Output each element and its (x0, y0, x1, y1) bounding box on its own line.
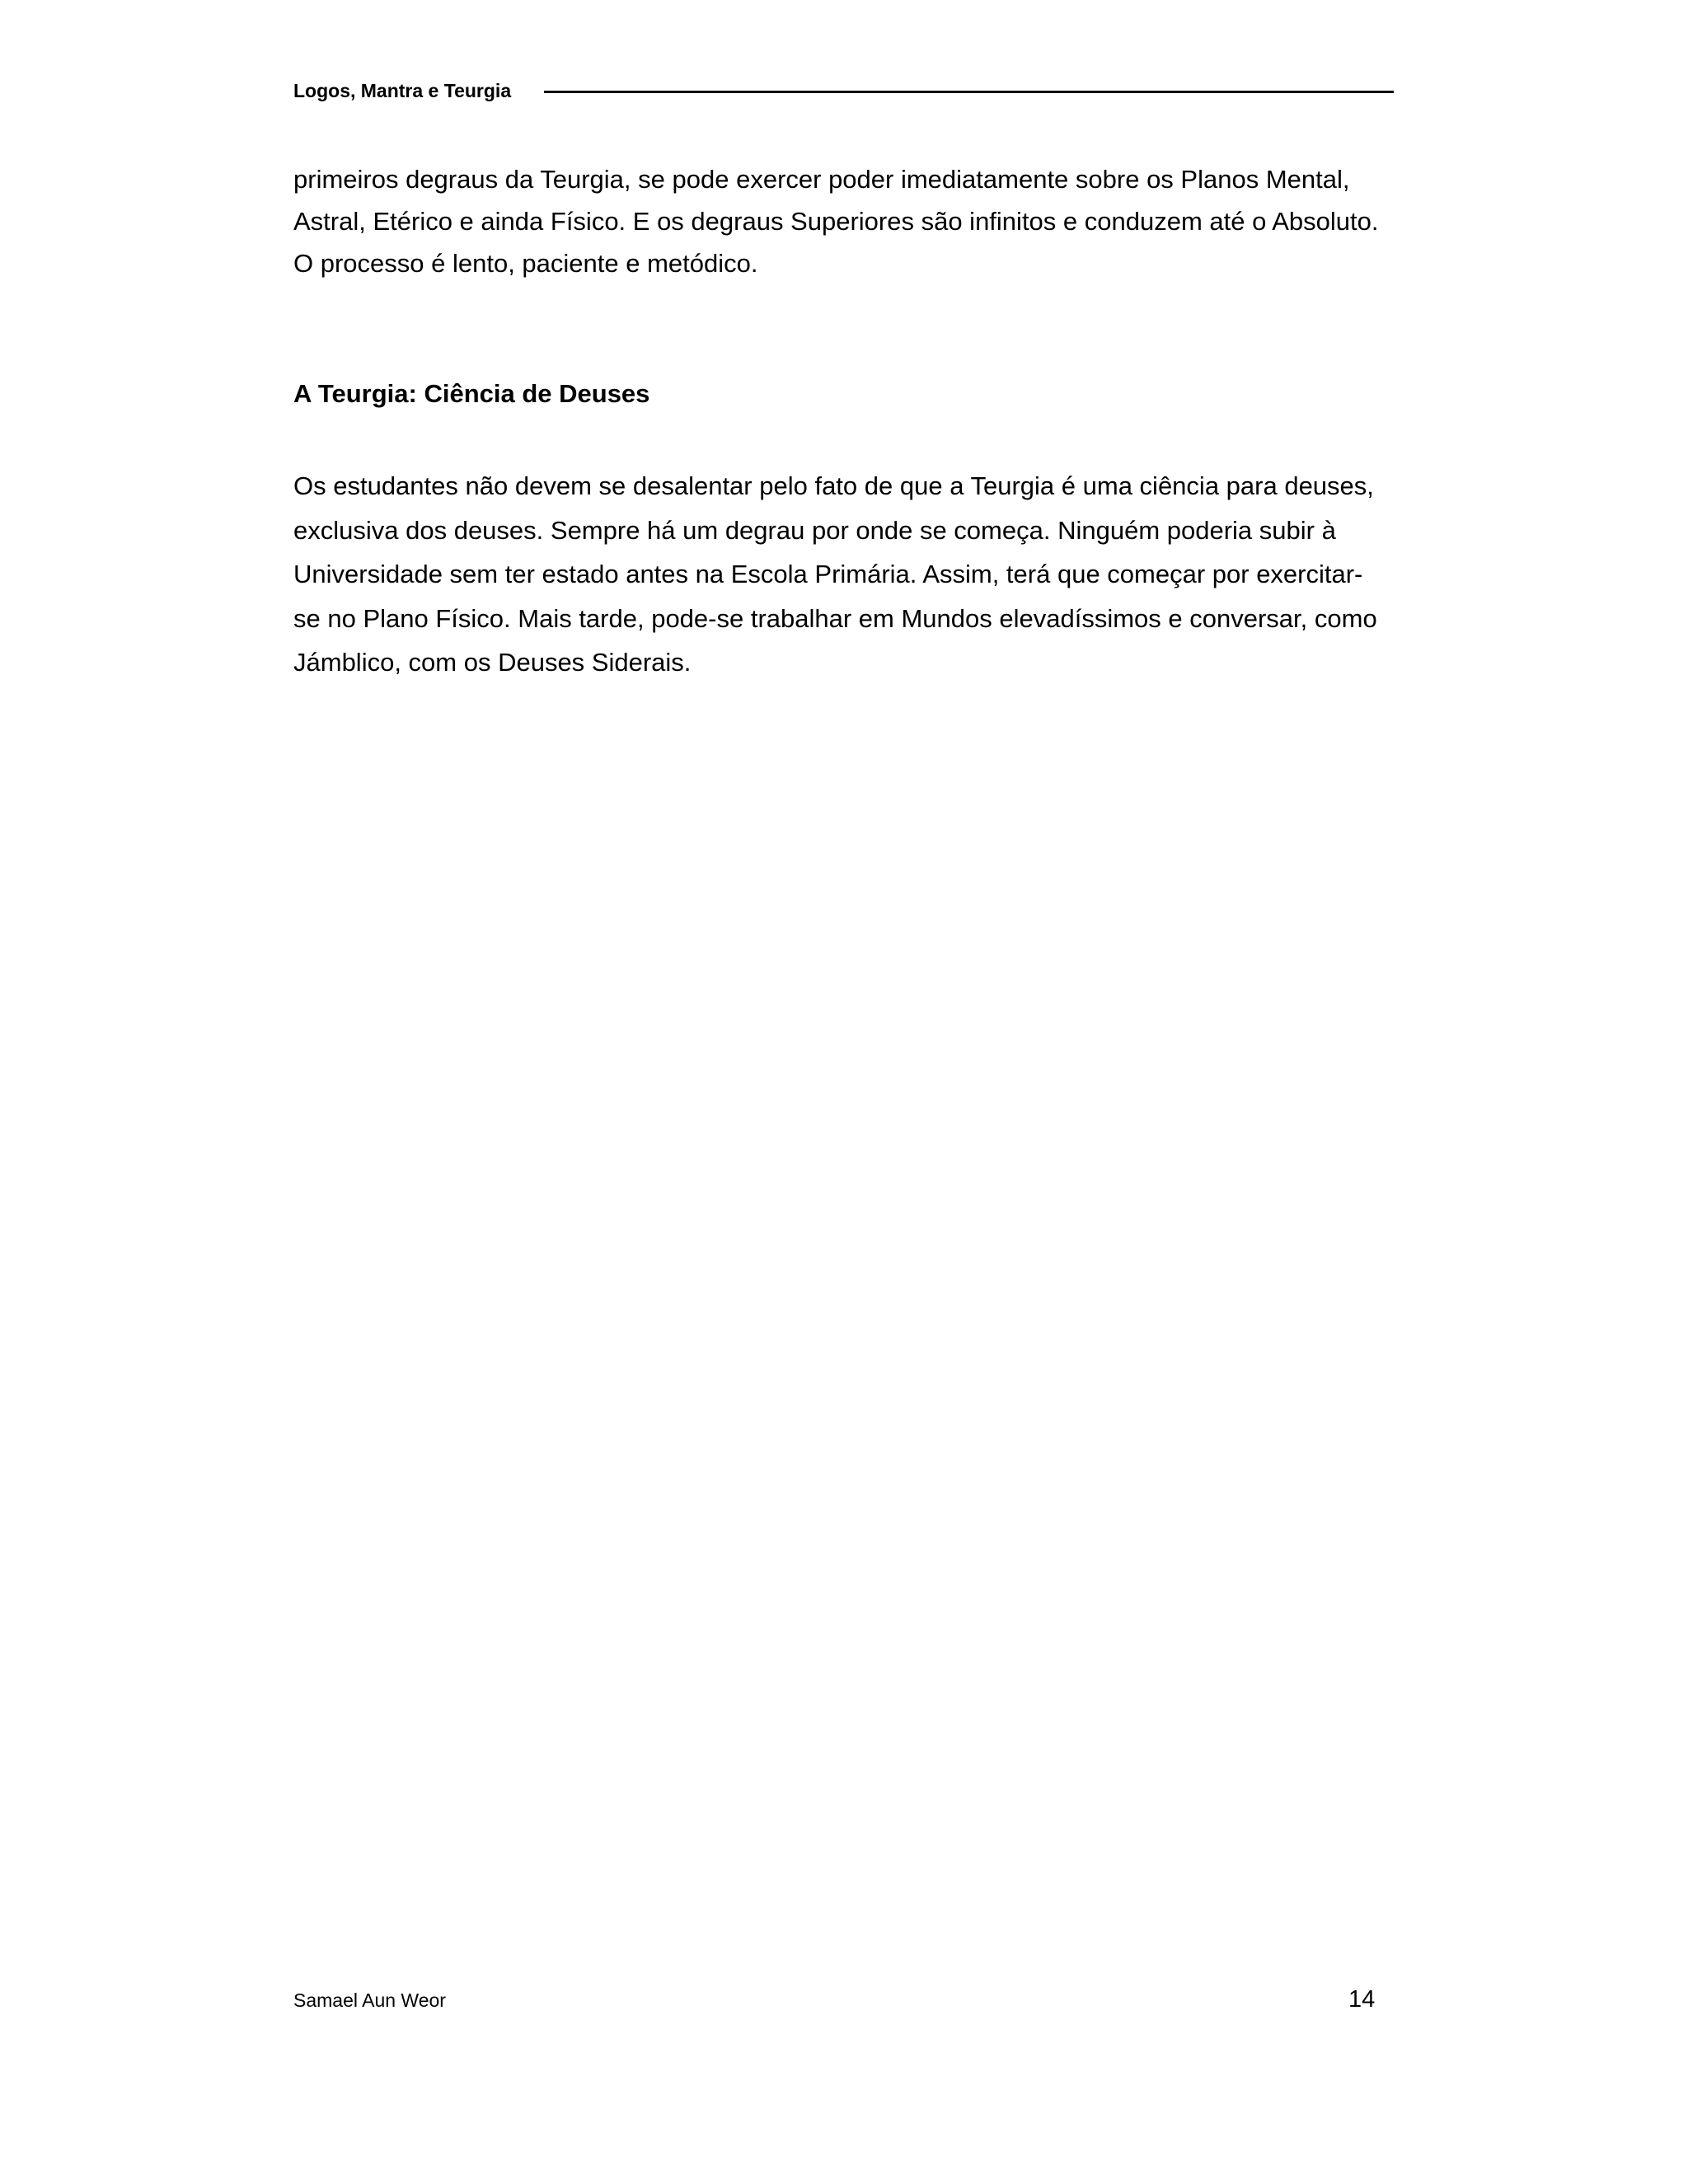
text-line: Universidade sem ter estado antes na Escola Primária. Assim, terá que começar por exercitar- (293, 560, 1363, 588)
text-line: Astral, Etérico e ainda Físico. E os degraus Superiores são infinitos e conduzem até o Absoluto. (293, 207, 1379, 236)
page-number: 14 (1348, 1986, 1376, 2013)
text-line: O processo é lento, paciente e metódico. (293, 249, 758, 278)
section-heading: A Teurgia: Ciência de Deuses (293, 379, 650, 408)
body-paragraph-2 (293, 464, 1390, 685)
text-line: exclusiva dos deuses. Sempre há um degrau por onde se começa. Ninguém poderia subir à (293, 515, 1336, 545)
text-line: se no Plano Físico. Mais tarde, pode-se trabalhar em Mundos elevadíssimos e conversar, como (293, 603, 1377, 633)
text-line: Jámblico, com os Deuses Siderais. (293, 648, 692, 677)
header-rule (544, 91, 1394, 93)
footer-author: Samael Aun Weor (293, 1990, 446, 2011)
body-paragraph-1 (293, 158, 1390, 284)
text-line: Os estudantes não devem se desalentar pelo fato de que a Teurgia é uma ciência para deuses, (293, 471, 1374, 500)
running-header-title: Logos, Mantra e Teurgia (293, 80, 512, 101)
text-line: primeiros degraus da Teurgia, se pode exercer poder imediatamente sobre os Planos Mental, (293, 165, 1350, 194)
